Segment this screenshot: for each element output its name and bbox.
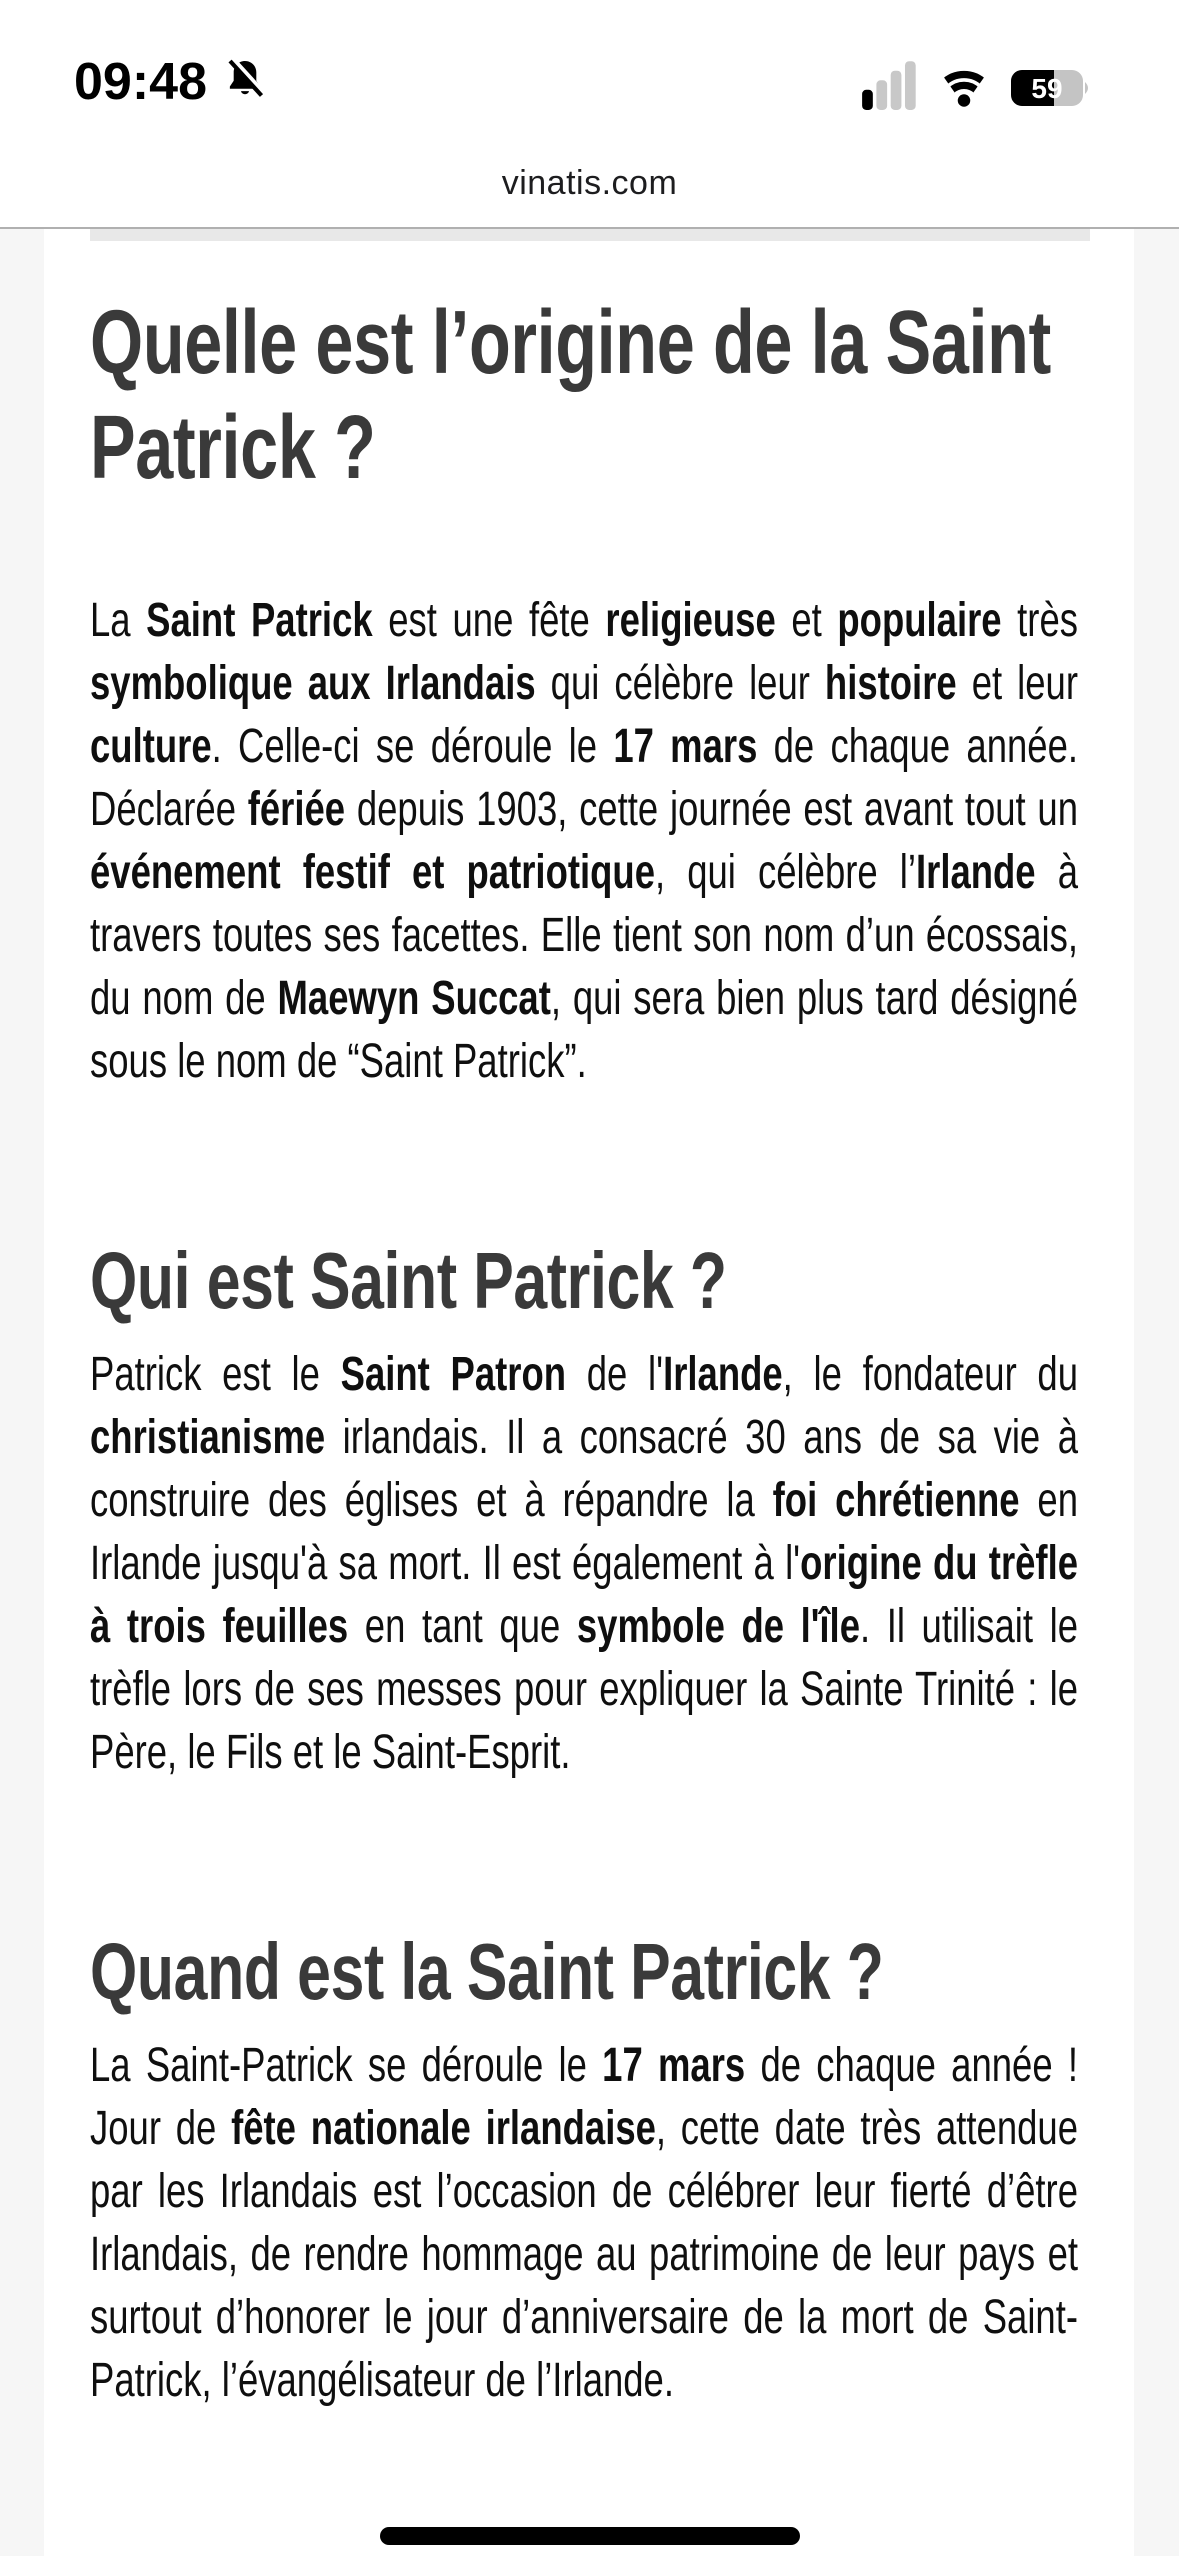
paragraph-origine: La Saint Patrick est une fête religieuse et populaire très symbolique aux Irlandais qui célèbre leur histoire et leur culture. Celle-ci se déroule le 17 mars de chaque année. Déclarée fériée depuis 1903, cette journée est avant tout un événement festif et patriotique, qui célèbre l’Irlande à travers toutes ses facettes. Elle tient son nom d’un écossais, du nom de Maewyn Succat, qui sera bien plus tard désigné sous le nom de “Saint Patrick”. (90, 594, 1079, 1088)
status-time: 09:48 (74, 53, 207, 111)
notifications-muted-bell-slash-icon (222, 56, 268, 107)
wifi-icon (939, 66, 989, 115)
article (44, 241, 1134, 2412)
address-bar[interactable] (0, 140, 1179, 227)
article-title: Quelle est l’origine de la Saint Patrick ? (90, 293, 1051, 498)
paragraph-quand: La Saint-Patrick se déroule le 17 mars de chaque année ! Jour de fête nationale irlandaise, cette date très attendue par les Irlandais est l’occasion de célébrer leur fierté d’être Irlandais, de rendre hommage au patrimoine de leur pays et surtout d’honorer le jour d’anniversaire de la mort de Saint-Patrick, l’évangélisateur de l’Irlande. (90, 2039, 1078, 2407)
web-page-content (44, 229, 1134, 2556)
status-bar (0, 0, 1179, 140)
paragraph-qui: Patrick est le Saint Patron de l'Irlande, le fondateur du christianisme irlandais. Il a consacré 30 ans de sa vie à construire des églises et à répandre la foi chrétienne en Irlande jusqu'à sa mort. Il est également à l'origine du trèfle à trois feuilles en tant que symbole de l'île. Il utilisait le trèfle lors de ses messes pour expliquer la Sainte Trinité : le Père, le Fils et le Saint-Esprit. (90, 1348, 1079, 1779)
battery-percent-text: 59 (1031, 73, 1063, 104)
partially-scrolled-element (90, 229, 1090, 241)
heading-qui-est-saint-patrick: Qui est Saint Patrick ? (90, 1236, 727, 1325)
browser-top-chrome (0, 0, 1179, 229)
status-icons (862, 60, 1093, 115)
battery-icon (1011, 66, 1093, 115)
heading-quand-est-la-saint-patrick: Quand est la Saint Patrick ? (90, 1927, 884, 2016)
cellular-signal-icon (862, 60, 917, 115)
home-indicator[interactable] (380, 2527, 800, 2545)
url-text[interactable]: vinatis.com (501, 164, 678, 202)
